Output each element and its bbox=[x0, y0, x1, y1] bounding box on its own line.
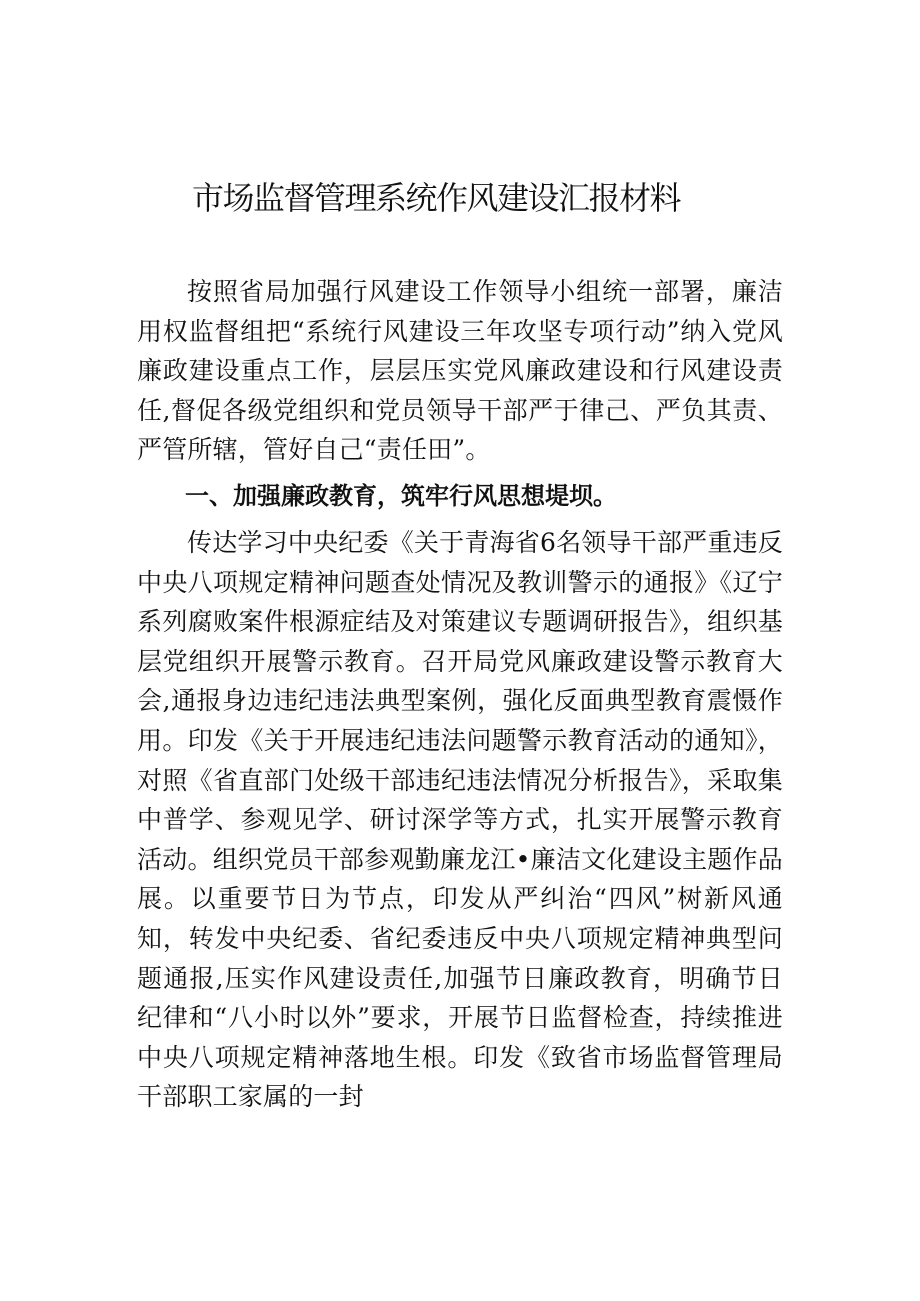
section-paragraph-1: 传达学习中央纪委《关于青海省6名领导干部严重违反中央八项规定精神问题查处情况及教训警示的通报》《辽宁系列腐败案件根源症结及对策建议专题调研报告》，组织基层党组织开展警示教育。召开局党风廉政建设警示教育大会,通报身边违纪违法典型案例，强化反面典型教育震慑作用。印发《关于开展违纪违法问题警示教育活动的通知》，对照《省直部门处级干部违纪违法情况分析报告》，采取集中普学、参观见学、研讨深学等方式，扎实开展警示教育活动。组织党员干部参观勤廉龙江•廉洁文化建设主题作品展。以重要节日为节点，印发从严纠治“四风”树新风通知，转发中央纪委、省纪委违反中央八项规定精神典型问题通报,压实作风建设责任,加强节日廉政教育，明确节日纪律和“八小时以外”要求，开展节日监督检查，持续推进中央八项规定精神落地生根。印发《致省市场监督管理局干部职工家属的一封 bbox=[137, 527, 783, 1112]
section-heading-1: 一、加强廉政教育，筑牢行风思想堤坝。 bbox=[185, 481, 617, 510]
document-title: 市场监督管理系统作风建设汇报材料 bbox=[191, 179, 680, 217]
document-body bbox=[137, 272, 783, 1117]
intro-paragraph: 按照省局加强行风建设工作领导小组统一部署，廉洁用权监督组把“系统行风建设三年攻坚专项行动”纳入党风廉政建设重点工作，层层压实党风廉政建设和行风建设责任,督促各级党组织和党员领导干部严于律己、严负其责、严管所辖，管好自己“责任田”。 bbox=[137, 277, 783, 465]
